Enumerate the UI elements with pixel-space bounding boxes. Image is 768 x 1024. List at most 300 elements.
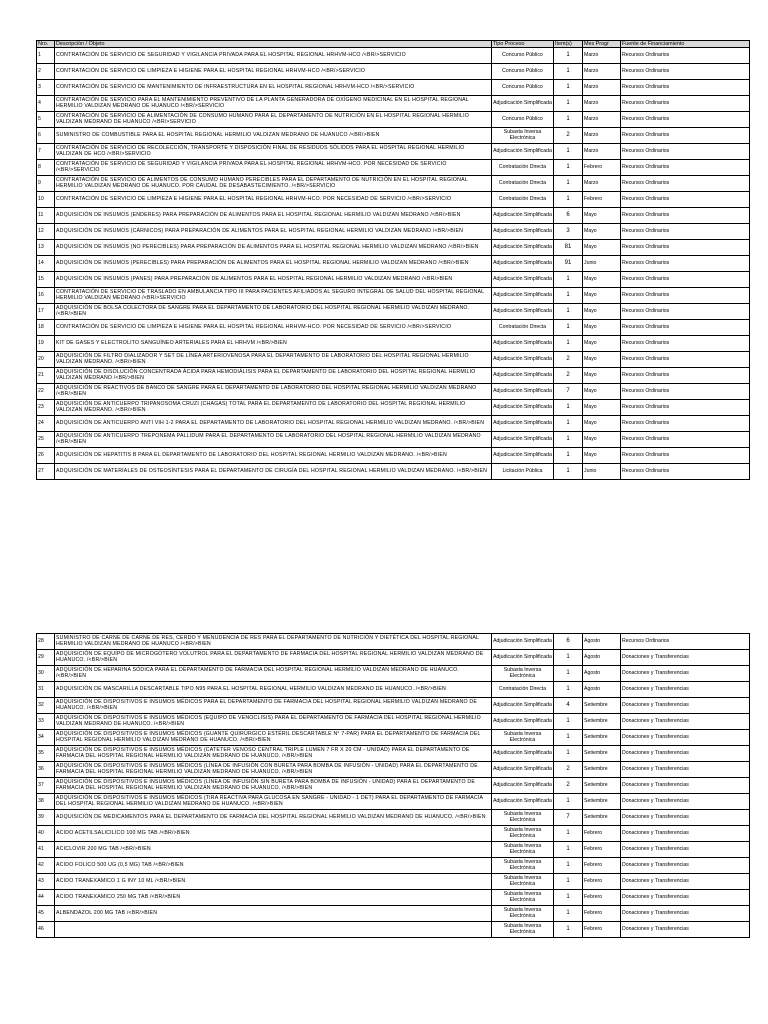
row-items: 7 — [554, 810, 583, 826]
row-process-type: Contratación Directa — [492, 176, 554, 192]
row-month: Mayo — [583, 304, 621, 320]
row-month: Febrero — [583, 858, 621, 874]
row-process-type: Adjudicación Simplificada — [492, 416, 554, 432]
row-month: Febrero — [583, 906, 621, 922]
row-items: 6 — [554, 634, 583, 650]
row-process-type: Adjudicación Simplificada — [492, 208, 554, 224]
row-process-type: Concurso Público — [492, 64, 554, 80]
row-description: ADQUISICIÓN DE DISPOSITIVOS E INSUMOS MÉDICOS PARA EL DEPARTAMENTO DE FARMACIA DEL HOSPITAL REGIONAL HERMILIO VALDIZAN MEDRANO DE HUANUCO. /<BR/>BIEN — [55, 698, 492, 714]
table-row — [37, 144, 750, 160]
row-number: 37 — [37, 778, 55, 794]
row-process-type: Adjudicación Simplificada — [492, 400, 554, 416]
row-month: Febrero — [583, 890, 621, 906]
row-process-type: Adjudicación Simplificada — [492, 714, 554, 730]
row-funding-source: Recursos Ordinarios — [621, 352, 750, 368]
table-row — [37, 634, 750, 650]
row-description: ADQUISICIÓN DE DISPOSITIVOS E INSUMOS MÉDICOS (EQUIPO DE VENOCLISIS) PARA EL DEPARTAMENTO DE FARMACIA DEL HOSPITAL REGIONAL HERMILIO VALDIZAN MEDRANO DE HUANUCO. /<BR/>BIEN — [55, 714, 492, 730]
table-row — [37, 288, 750, 304]
row-funding-source: Recursos Ordinarios — [621, 80, 750, 96]
row-items: 2 — [554, 352, 583, 368]
row-funding-source: Donaciones y Transferencias — [621, 890, 750, 906]
row-description: ACIDO TRANEXAMICO 1 G INY 10 ML /<BR/>BIEN — [55, 874, 492, 890]
row-description: KIT DE GASES Y ELECTROLITO SANGUÍNEO ARTERIALES PARA EL HRHVM /<BR/>BIEN — [55, 336, 492, 352]
row-items: 1 — [554, 890, 583, 906]
row-items: 1 — [554, 304, 583, 320]
row-process-type: Adjudicación Simplificada — [492, 144, 554, 160]
row-number: 12 — [37, 224, 55, 240]
row-funding-source: Recursos Ordinarios — [621, 336, 750, 352]
table-row — [37, 778, 750, 794]
row-description — [55, 922, 492, 938]
row-number: 20 — [37, 352, 55, 368]
row-description: ADQUISICIÓN DE ANTICUERPO ANTI VIH 1-2 PARA EL DEPARTAMENTO DE LABORATORIO DEL HOSPITAL REGIONAL HERMILIO VALDIZAN MEDRANO. /<BR/>BIEN — [55, 416, 492, 432]
table-row — [37, 794, 750, 810]
row-funding-source: Recursos Ordinarios — [621, 320, 750, 336]
row-funding-source: Donaciones y Transferencias — [621, 842, 750, 858]
procurement-table-1 — [36, 40, 750, 480]
row-month: Agosto — [583, 682, 621, 698]
row-process-type: Subasta Inversa Electrónica — [492, 842, 554, 858]
row-number: 29 — [37, 650, 55, 666]
row-items: 1 — [554, 464, 583, 480]
row-items: 1 — [554, 714, 583, 730]
row-number: 27 — [37, 464, 55, 480]
row-description: ADQUISICIÓN DE EQUIPO DE MICROGOTERO VOLUTROL PARA EL DEPARTAMENTO DE FARMACIA DEL HOSPITAL REGIONAL HERMILIO VALDIZAN MEDRANO DE HUANUCO. /<BR/>BIEN — [55, 650, 492, 666]
table-row — [37, 746, 750, 762]
row-description: ADQUISICIÓN DE DISPOSITIVOS E INSUMOS MÉDICOS (GUANTE QUIRÚRGICO ESTÉRIL DESCARTABLE N° 7-PAR) PARA EL DEPARTAMENTO DE FARMACIA DEL HOSPITAL REGIONAL HERMILIO VALDIZAN MEDRANO DE HUANUCO. /<BR/>BIEN — [55, 730, 492, 746]
row-items: 1 — [554, 842, 583, 858]
row-funding-source: Donaciones y Transferencias — [621, 826, 750, 842]
row-month: Setiembre — [583, 810, 621, 826]
row-items: 2 — [554, 762, 583, 778]
table-row — [37, 464, 750, 480]
row-process-type: Adjudicación Simplificada — [492, 698, 554, 714]
table-row — [37, 304, 750, 320]
row-month: Marzo — [583, 80, 621, 96]
table-row — [37, 224, 750, 240]
row-number: 17 — [37, 304, 55, 320]
row-items: 81 — [554, 240, 583, 256]
row-description: ADQUISICIÓN DE MASCARILLA DESCARTABLE TIPO N95 PARA EL HOSPITAL REGIONAL HERMILIO VALDIZAN MEDRANO DE HUANUCO. /<BR/>BIEN — [55, 682, 492, 698]
row-funding-source: Recursos Ordinarios — [621, 208, 750, 224]
row-description: ACIDO ACETILSALICILICO 100 MG TAB /<BR/>BIEN — [55, 826, 492, 842]
row-month: Setiembre — [583, 794, 621, 810]
row-month: Mayo — [583, 400, 621, 416]
row-process-type: Adjudicación Simplificada — [492, 272, 554, 288]
row-description: ACICLOVIR 200 MG TAB /<BR/>BIEN — [55, 842, 492, 858]
row-description: CONTRATACIÓN DE SERVICIO DE ALIMENTOS DE CONSUMO HUMANO PERECIBLES PARA EL DEPARTAMENTO DE NUTRICIÓN EN EL HOSPITAL REGIONAL HERMILIO VALDIZAN MEDRANO DE HUANUCO. POR CAUDAL DE DESABASTECIMIENTO. /<BR/>SERVICIO — [55, 176, 492, 192]
row-number: 19 — [37, 336, 55, 352]
table-row — [37, 448, 750, 464]
row-process-type: Subasta Inversa Electrónica — [492, 890, 554, 906]
row-items: 1 — [554, 874, 583, 890]
table-row — [37, 384, 750, 400]
table-row — [37, 48, 750, 64]
row-number: 44 — [37, 890, 55, 906]
row-number: 21 — [37, 368, 55, 384]
row-month: Febrero — [583, 922, 621, 938]
row-month: Marzo — [583, 128, 621, 144]
row-funding-source: Recursos Ordinarios — [621, 416, 750, 432]
row-description: ADQUISICIÓN DE INSUMOS (PANES) PARA PREPARACIÓN DE ALIMENTOS PARA EL HOSPITAL REGIONAL HERMILIO VALDIZAN MEDRANO /<BR/>BIEN — [55, 272, 492, 288]
row-number: 31 — [37, 682, 55, 698]
table-row — [37, 320, 750, 336]
row-number: 35 — [37, 746, 55, 762]
row-items: 1 — [554, 416, 583, 432]
row-items: 1 — [554, 432, 583, 448]
row-process-type: Adjudicación Simplificada — [492, 240, 554, 256]
row-description: ADQUISICIÓN DE DISPOSITIVOS E INSUMOS MÉDICOS (TIRA REACTIVA PARA GLUCOSA EN SANGRE - UNIDAD - 1 DET) PARA EL DEPARTAMENTO DE FARMACIA DEL HOSPITAL REGIONAL HERMILIO VALDIZAN MEDRANO DE HUANUCO. /<BR/>BIEN — [55, 794, 492, 810]
row-description: ADQUISICIÓN DE BOLSA COLECTORA DE SANGRE PARA EL DEPARTAMENTO DE LABORATORIO DEL HOSPITAL REGIONAL HERMILIO VALDIZAN MEDRANO. /<BR/>BIEN — [55, 304, 492, 320]
row-items: 1 — [554, 192, 583, 208]
table-row — [37, 416, 750, 432]
row-description: ADQUISICIÓN DE INSUMOS (NO PERECIBLES) PARA PREPARACIÓN DE ALIMENTOS PARA EL HOSPITAL REGIONAL HERMILIO VALDIZAN MEDRANO /<BR/>BIEN — [55, 240, 492, 256]
row-items: 1 — [554, 682, 583, 698]
row-month: Agosto — [583, 666, 621, 682]
row-description: ADQUISICIÓN DE MATERIALES DE OSTEOSÍNTESIS PARA EL DEPARTAMENTO DE CIRUGÍA DEL HOSPITAL REGIONAL HERMILIO VALDIZAN MEDRANO. /<BR/>BIEN — [55, 464, 492, 480]
row-number: 4 — [37, 96, 55, 112]
row-process-type: Subasta Inversa Electrónica — [492, 826, 554, 842]
table-row — [37, 682, 750, 698]
row-items: 1 — [554, 176, 583, 192]
row-items: 1 — [554, 794, 583, 810]
table-row — [37, 922, 750, 938]
table-row — [37, 352, 750, 368]
row-funding-source: Recursos Ordinarios — [621, 448, 750, 464]
header-nro: Nro. — [37, 41, 55, 48]
row-number: 8 — [37, 160, 55, 176]
row-items: 91 — [554, 256, 583, 272]
header-tipo: Tipo Proceso — [492, 41, 554, 48]
row-description: ADQUISICIÓN DE INSUMOS (CÁRNICOS) PARA PREPARACIÓN DE ALIMENTOS PARA EL HOSPITAL REGIONAL HERMILIO VALDIZAN MEDRANO /<BR/>BIEN — [55, 224, 492, 240]
row-funding-source: Recursos Ordinarios — [621, 128, 750, 144]
row-month: Febrero — [583, 160, 621, 176]
row-process-type: Adjudicación Simplificada — [492, 96, 554, 112]
row-month: Junio — [583, 256, 621, 272]
row-number: 6 — [37, 128, 55, 144]
row-items: 1 — [554, 80, 583, 96]
row-description: ACIDO FOLICO 500 UG (0,5 MG) TAB /<BR/>BIEN — [55, 858, 492, 874]
row-items: 1 — [554, 448, 583, 464]
row-items: 1 — [554, 858, 583, 874]
row-number: 40 — [37, 826, 55, 842]
table-row — [37, 208, 750, 224]
row-items: 1 — [554, 336, 583, 352]
row-process-type: Adjudicación Simplificada — [492, 336, 554, 352]
header-descripcion: Descripción / Objeto — [55, 41, 492, 48]
row-description: ADQUISICIÓN DE HEPATITIS B PARA EL DEPARTAMENTO DE LABORATORIO DEL HOSPITAL REGIONAL HERMILIO VALDIZAN MEDRANO. /<BR/>BIEN — [55, 448, 492, 464]
row-number: 2 — [37, 64, 55, 80]
row-items: 1 — [554, 906, 583, 922]
row-description: ADQUISICIÓN DE INSUMOS (PERECIBLES) PARA PREPARACIÓN DE ALIMENTOS PARA EL HOSPITAL REGIONAL HERMILIO VALDIZAN MEDRANO /<BR/>BIEN — [55, 256, 492, 272]
row-month: Agosto — [583, 634, 621, 650]
table-row — [37, 240, 750, 256]
row-month: Setiembre — [583, 778, 621, 794]
row-process-type: Adjudicación Simplificada — [492, 224, 554, 240]
row-funding-source: Recursos Ordinarios — [621, 144, 750, 160]
row-items: 1 — [554, 288, 583, 304]
row-month: Setiembre — [583, 698, 621, 714]
table-row — [37, 698, 750, 714]
table-row — [37, 400, 750, 416]
row-description: ADQUISICIÓN DE DISPOSITIVOS E INSUMOS MÉDICOS (CATETER VENOSO CENTRAL TRIPLE LUMEN 7 FR X 20 CM - UNIDAD) PARA EL DEPARTAMENTO DE FARMACIA DEL HOSPITAL REGIONAL HERMILIO VALDIZAN MEDRANO DE HUANUCO. /<BR/>BIEN — [55, 746, 492, 762]
row-items: 3 — [554, 224, 583, 240]
row-number: 7 — [37, 144, 55, 160]
row-funding-source: Recursos Ordinarios — [621, 48, 750, 64]
row-items: 2 — [554, 128, 583, 144]
row-description: ADQUISICIÓN DE MEDICAMENTOS PARA EL DEPARTAMENTO DE FARMACIA DEL HOSPITAL REGIONAL HERMILIO VALDIZAN MEDRANO DE HUANUCO. /<BR/>BIEN — [55, 810, 492, 826]
row-number: 46 — [37, 922, 55, 938]
row-month: Mayo — [583, 288, 621, 304]
row-funding-source: Donaciones y Transferencias — [621, 682, 750, 698]
row-month: Marzo — [583, 112, 621, 128]
row-number: 34 — [37, 730, 55, 746]
table-row — [37, 256, 750, 272]
row-items: 2 — [554, 368, 583, 384]
row-number: 43 — [37, 874, 55, 890]
row-funding-source: Donaciones y Transferencias — [621, 714, 750, 730]
row-funding-source: Recursos Ordinarios — [621, 432, 750, 448]
table-row — [37, 858, 750, 874]
row-month: Setiembre — [583, 714, 621, 730]
row-month: Mayo — [583, 432, 621, 448]
row-process-type: Subasta Inversa Electrónica — [492, 874, 554, 890]
table-row — [37, 96, 750, 112]
row-description: ADQUISICIÓN DE DISOLUCIÓN CONCENTRADA ÁCIDA PARA HEMODIÁLISIS PARA EL DEPARTAMENTO DE LABORATORIO DEL HOSPITAL REGIONAL HERMILIO VALDIZAN MEDRANO /<BR/>BIEN — [55, 368, 492, 384]
row-month: Mayo — [583, 352, 621, 368]
row-number: 10 — [37, 192, 55, 208]
row-month: Mayo — [583, 336, 621, 352]
row-number: 30 — [37, 666, 55, 682]
row-month: Febrero — [583, 874, 621, 890]
row-number: 1 — [37, 48, 55, 64]
row-description: ACIDO TRANEXAMICO 250 MG TAB /<BR/>BIEN — [55, 890, 492, 906]
row-month: Marzo — [583, 96, 621, 112]
row-month: Setiembre — [583, 746, 621, 762]
row-month: Mayo — [583, 416, 621, 432]
row-funding-source: Donaciones y Transferencias — [621, 650, 750, 666]
row-process-type: Contratación Directa — [492, 320, 554, 336]
row-month: Mayo — [583, 224, 621, 240]
header-item: Ítem(s) — [554, 41, 583, 48]
row-month: Mayo — [583, 368, 621, 384]
row-number: 33 — [37, 714, 55, 730]
row-funding-source: Recursos Ordinarios — [621, 368, 750, 384]
row-month: Junio — [583, 464, 621, 480]
row-month: Agosto — [583, 650, 621, 666]
row-process-type: Adjudicación Simplificada — [492, 384, 554, 400]
table-row — [37, 160, 750, 176]
row-process-type: Subasta Inversa Electrónica — [492, 810, 554, 826]
row-process-type: Licitación Pública — [492, 464, 554, 480]
row-funding-source: Recursos Ordinarios — [621, 304, 750, 320]
table-row — [37, 80, 750, 96]
row-funding-source: Donaciones y Transferencias — [621, 810, 750, 826]
row-items: 1 — [554, 400, 583, 416]
row-description: CONTRATACIÓN DE SERVICIO DE SEGURIDAD Y VIGILANCIA PRIVADA PARA EL HOSPITAL REGIONAL HRHVM-HCO /<BR/>SERVICIO — [55, 48, 492, 64]
row-description: SUMINISTRO DE CARNE DE CARNE DE RES, CERDO Y MENUDENCIA DE RES PARA EL DEPARTAMENTO DE NUTRICIÓN Y DIETÉTICA DEL HOSPITAL REGIONAL HERMILIO VALDIZAN MEDRANO DE HUANUCO /<BR/>BIEN — [55, 634, 492, 650]
row-items: 1 — [554, 730, 583, 746]
row-funding-source: Recursos Ordinarios — [621, 160, 750, 176]
row-process-type: Contratación Directa — [492, 192, 554, 208]
table-row — [37, 650, 750, 666]
row-funding-source: Donaciones y Transferencias — [621, 762, 750, 778]
table-row — [37, 714, 750, 730]
row-number: 45 — [37, 906, 55, 922]
row-process-type: Adjudicación Simplificada — [492, 650, 554, 666]
row-description: SUMINISTRO DE COMBUSTIBLE PARA EL HOSPITAL REGIONAL HERMILIO VALDIZAN MEDRANO DE HUANUCO /<BR/>BIEN — [55, 128, 492, 144]
row-items: 1 — [554, 48, 583, 64]
row-process-type: Adjudicación Simplificada — [492, 368, 554, 384]
row-process-type: Adjudicación Simplificada — [492, 352, 554, 368]
table-row — [37, 842, 750, 858]
row-funding-source: Donaciones y Transferencias — [621, 858, 750, 874]
row-process-type: Subasta Inversa Electrónica — [492, 730, 554, 746]
row-month: Setiembre — [583, 730, 621, 746]
row-funding-source: Donaciones y Transferencias — [621, 698, 750, 714]
table-row — [37, 112, 750, 128]
row-description: ADQUISICIÓN DE DISPOSITIVOS E INSUMOS MÉDICOS (LÍNEA DE INFUSIÓN CON BURETA PARA BOMBA DE INFUSIÓN - UNIDAD) PARA EL DEPARTAMENTO DE FARMACIA DEL HOSPITAL REGIONAL HERMILIO VALDIZAN MEDRANO DE HUANUCO. /<BR/>BIEN — [55, 762, 492, 778]
row-process-type: Concurso Público — [492, 48, 554, 64]
table-row — [37, 432, 750, 448]
row-process-type: Adjudicación Simplificada — [492, 304, 554, 320]
row-funding-source: Recursos Ordinarios — [621, 384, 750, 400]
row-month: Mayo — [583, 320, 621, 336]
row-process-type: Adjudicación Simplificada — [492, 794, 554, 810]
row-description: CONTRATACIÓN DE SERVICIO DE ALIMENTACIÓN DE CONSUMO HUMANO PARA EL DEPARTAMENTO DE NUTRICIÓN EN EL HOSPITAL REGIONAL HERMILIO VALDIZAN MEDRANO DE HUANUCO /<BR/>SERVICIO — [55, 112, 492, 128]
row-process-type: Subasta Inversa Electrónica — [492, 666, 554, 682]
row-number: 36 — [37, 762, 55, 778]
header-row — [37, 41, 750, 48]
row-month: Mayo — [583, 448, 621, 464]
row-funding-source: Donaciones y Transferencias — [621, 906, 750, 922]
table-row — [37, 128, 750, 144]
row-number: 11 — [37, 208, 55, 224]
row-number: 13 — [37, 240, 55, 256]
row-description: ADQUISICIÓN DE ANTICUERPO TRIPANOSOMA CRUZI (CHAGAS) TOTAL PARA EL DEPARTAMENTO DE LABORATORIO DEL HOSPITAL REGIONAL HERMILIO VALDIZAN MEDRANO. /<BR/>BIEN — [55, 400, 492, 416]
row-funding-source: Donaciones y Transferencias — [621, 794, 750, 810]
row-process-type: Adjudicación Simplificada — [492, 746, 554, 762]
row-month: Setiembre — [583, 762, 621, 778]
row-items: 1 — [554, 922, 583, 938]
row-number: 28 — [37, 634, 55, 650]
header-fuente: Fuente de Financiamiento — [621, 41, 750, 48]
table-row — [37, 666, 750, 682]
row-funding-source: Recursos Ordinarios — [621, 634, 750, 650]
row-number: 15 — [37, 272, 55, 288]
row-items: 1 — [554, 320, 583, 336]
row-process-type: Adjudicación Simplificada — [492, 762, 554, 778]
row-process-type: Adjudicación Simplificada — [492, 778, 554, 794]
row-description: CONTRATACIÓN DE SERVICIO DE LIMPIEZA E HIGIENE PARA EL HOSPITAL REGIONAL HRHVM-HCO. POR NECESIDAD DE SERVICIO /<BR/>SERVICIO — [55, 192, 492, 208]
row-items: 6 — [554, 208, 583, 224]
row-items: 2 — [554, 778, 583, 794]
row-process-type: Concurso Público — [492, 112, 554, 128]
row-funding-source: Recursos Ordinarios — [621, 176, 750, 192]
row-description: CONTRATACIÓN DE SERVICIO DE LIMPIEZA E HIGIENE PARA EL HOSPITAL REGIONAL HRHVM-HCO. POR NECESIDAD DE SERVICIO /<BR/>SERVICIO — [55, 320, 492, 336]
table-row — [37, 176, 750, 192]
row-number: 26 — [37, 448, 55, 464]
row-funding-source: Recursos Ordinarios — [621, 192, 750, 208]
table-row — [37, 192, 750, 208]
row-month: Mayo — [583, 240, 621, 256]
row-items: 1 — [554, 64, 583, 80]
row-process-type: Subasta Inversa Electrónica — [492, 922, 554, 938]
row-description: CONTRATACIÓN DE SERVICIO DE RECOLECCIÓN, TRANSPORTE Y DISPOSICIÓN FINAL DE RESIDUOS SÓLIDOS PARA EL HOSPITAL REGIONAL HERMILIO VALDIZAN DE HCO /<BR/>SERVICIO — [55, 144, 492, 160]
row-description: ADQUISICIÓN DE ANTICUERPO TREPONEMA PALLIDUM PARA EL DEPARTAMENTO DE LABORATORIO DEL HOSPITAL REGIONAL HERMILIO VALDIZAN MEDRANO /<BR/>BIEN — [55, 432, 492, 448]
row-month: Marzo — [583, 48, 621, 64]
row-funding-source: Recursos Ordinarios — [621, 288, 750, 304]
row-items: 1 — [554, 650, 583, 666]
row-number: 42 — [37, 858, 55, 874]
row-number: 22 — [37, 384, 55, 400]
row-description: CONTRATACIÓN DE SERVICIO DE SEGURIDAD Y VIGILANCIA PRIVADA PARA EL HOSPITAL REGIONAL HRHVM-HCO. POR NECESIDAD DE SERVICIO /<BR/>SERVICIO — [55, 160, 492, 176]
table-row — [37, 762, 750, 778]
procurement-table-2 — [36, 633, 750, 938]
row-process-type: Subasta Inversa Electrónica — [492, 128, 554, 144]
row-funding-source: Donaciones y Transferencias — [621, 874, 750, 890]
row-process-type: Contratación Directa — [492, 160, 554, 176]
row-number: 25 — [37, 432, 55, 448]
row-process-type: Subasta Inversa Electrónica — [492, 858, 554, 874]
row-items: 7 — [554, 384, 583, 400]
row-funding-source: Donaciones y Transferencias — [621, 746, 750, 762]
row-process-type: Adjudicación Simplificada — [492, 448, 554, 464]
row-month: Mayo — [583, 384, 621, 400]
header-mes: Mes Progr — [583, 41, 621, 48]
row-description: ADQUISICIÓN DE HEPARINA SÓDICA PARA EL DEPARTAMENTO DE FARMACIA DEL HOSPITAL REGIONAL HERMILIO VALDIZAN MEDRANO DE HUANUCO. /<BR/>BIEN — [55, 666, 492, 682]
table-row — [37, 336, 750, 352]
row-items: 4 — [554, 698, 583, 714]
row-number: 39 — [37, 810, 55, 826]
row-process-type: Adjudicación Simplificada — [492, 432, 554, 448]
row-process-type: Concurso Público — [492, 80, 554, 96]
row-number: 5 — [37, 112, 55, 128]
row-description: CONTRATACIÓN DE SERVICIO DE LIMPIEZA E HIGIENE PARA EL HOSPITAL REGIONAL HRHVM-HCO /<BR/>SERVICIO — [55, 64, 492, 80]
row-items: 1 — [554, 160, 583, 176]
row-items: 1 — [554, 272, 583, 288]
row-number: 32 — [37, 698, 55, 714]
row-funding-source: Recursos Ordinarios — [621, 96, 750, 112]
row-month: Febrero — [583, 826, 621, 842]
row-funding-source: Recursos Ordinarios — [621, 256, 750, 272]
table-row — [37, 874, 750, 890]
table-row — [37, 810, 750, 826]
table-row — [37, 730, 750, 746]
table-row — [37, 890, 750, 906]
row-month: Febrero — [583, 192, 621, 208]
row-number: 18 — [37, 320, 55, 336]
row-description: CONTRATACIÓN DE SERVICIO PARA EL MANTENIMIENTO PREVENTIVO DE LA PLANTA GENERADORA DE OXÍGENO MEDICINAL EN EL HOSPITAL REGIONAL HERMILIO VALDIZAN MEDRANO DE HUANUCO /<BR/>SERVICIO — [55, 96, 492, 112]
row-number: 24 — [37, 416, 55, 432]
row-funding-source: Recursos Ordinarios — [621, 224, 750, 240]
row-description: CONTRATACIÓN DE SERVICIO DE MANTENIMIENTO DE INFRAESTRUCTURA EN EL HOSPITAL REGIONAL HRHVM-HCO /<BR/>SERVICIO — [55, 80, 492, 96]
row-month: Marzo — [583, 64, 621, 80]
row-number: 16 — [37, 288, 55, 304]
row-number: 14 — [37, 256, 55, 272]
row-month: Mayo — [583, 272, 621, 288]
row-funding-source: Donaciones y Transferencias — [621, 922, 750, 938]
table-row — [37, 906, 750, 922]
row-funding-source: Recursos Ordinarios — [621, 240, 750, 256]
row-month: Marzo — [583, 176, 621, 192]
row-funding-source: Recursos Ordinarios — [621, 272, 750, 288]
row-items: 1 — [554, 666, 583, 682]
row-description: CONTRATACIÓN DE SERVICIO DE TRASLADO EN AMBULANCIA TIPO III PARA PACIENTES AFILIADOS AL SEGURO INTEGRAL DE SALUD DEL HOSPITAL REGIONAL HERMILIO VALDIZAN MEDRANO /<BR/>SERVICIO — [55, 288, 492, 304]
row-process-type: Adjudicación Simplificada — [492, 256, 554, 272]
row-process-type: Adjudicación Simplificada — [492, 288, 554, 304]
row-number: 23 — [37, 400, 55, 416]
